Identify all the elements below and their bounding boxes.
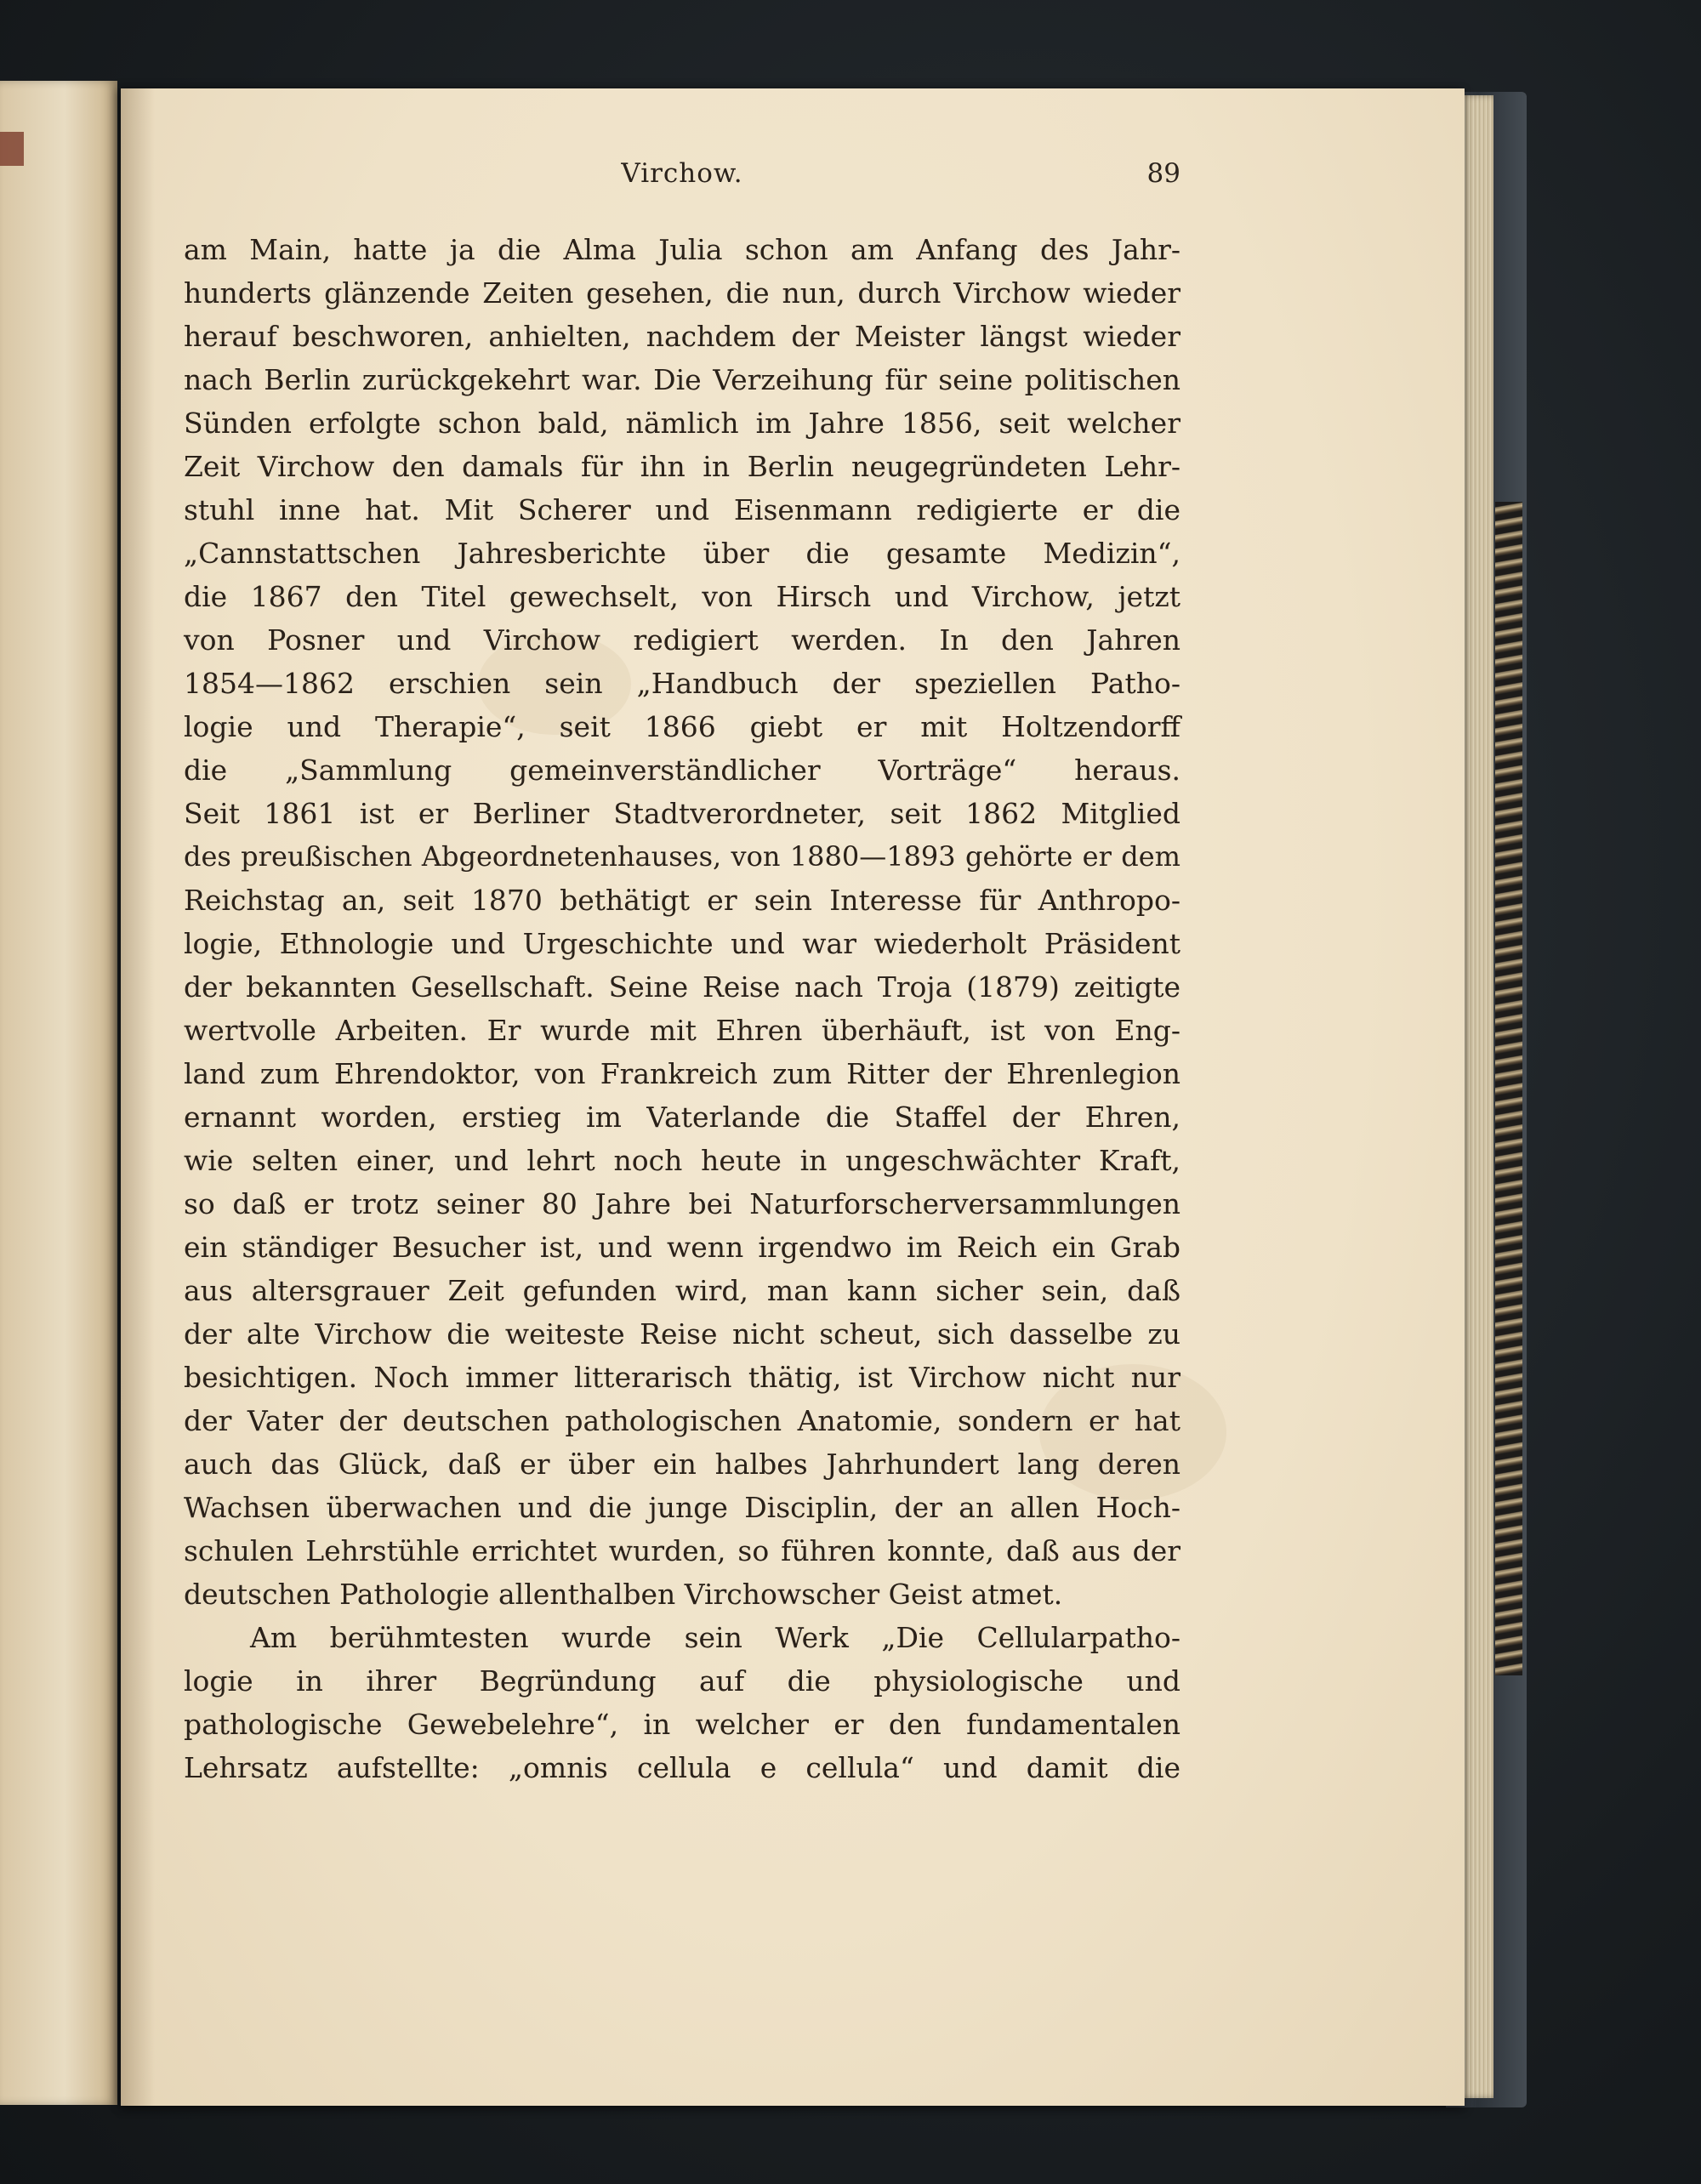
binding-mark: [0, 132, 24, 166]
text-line: land zum Ehrendoktor, von Frankreich zum Ritter der Ehrenlegion: [184, 1057, 1180, 1090]
text-line: Seit 1861 ist er Berliner Stadtverordneter, seit 1862 Mitglied: [184, 797, 1180, 830]
text-line: der Vater der deutschen pathologischen Anatomie, sondern er hat: [184, 1404, 1180, 1437]
text-line: Lehrsatz aufstellte: „omnis cellula e cellula“ und damit die: [184, 1751, 1180, 1784]
facing-page-edge: [0, 81, 117, 2105]
text-line: 1854—1862 erschien sein „Handbuch der speziellen Patho-: [184, 667, 1180, 700]
text-line: logie, Ethnologie und Urgeschichte und war wiederholt Präsident: [184, 927, 1180, 960]
marbled-edge: [1495, 502, 1522, 1675]
text-line: wie selten einer, und lehrt noch heute in ungeschwächter Kraft,: [184, 1144, 1180, 1177]
text-line: aus altersgrauer Zeit gefunden wird, man kann sicher sein, daß: [184, 1274, 1180, 1307]
text-line: Reichstag an, seit 1870 bethätigt er sein Interesse für Anthropo-: [184, 884, 1180, 917]
text-line: so daß er trotz seiner 80 Jahre bei Naturforscherversammlungen: [184, 1187, 1180, 1220]
text-line: der bekannten Gesellschaft. Seine Reise nach Troja (1879) zeitigte: [184, 970, 1180, 1004]
text-line: die „Sammlung gemeinverständlicher Vorträge“ heraus.: [184, 754, 1180, 787]
text-line: ernannt worden, erstieg im Vaterlande die Staffel der Ehren,: [184, 1101, 1180, 1134]
text-line: herauf beschworen, anhielten, nachdem der Meister längst wieder: [184, 320, 1180, 353]
text-line: logie und Therapie“, seit 1866 giebt er mit Holtzendorff: [184, 710, 1180, 743]
text-line: „Cannstattschen Jahresberichte über die gesamte Medizin“,: [184, 537, 1180, 570]
text-line: logie in ihrer Begründung auf die physiologische und: [184, 1664, 1180, 1698]
text-line: Sünden erfolgte schon bald, nämlich im Jahre 1856, seit welcher: [184, 407, 1180, 440]
text-line: pathologische Gewebelehre“, in welcher er den fundamentalen: [184, 1708, 1180, 1741]
text-line: Wachsen überwachen und die junge Disciplin, der an allen Hoch-: [184, 1491, 1180, 1524]
gutter-shadow: [121, 88, 155, 2106]
text-line: stuhl inne hat. Mit Scherer und Eisenmann redigierte er die: [184, 493, 1180, 526]
text-line: von Posner und Virchow redigiert werden. In den Jahren: [184, 623, 1180, 657]
text-line: wertvolle Arbeiten. Er wurde mit Ehren überhäuft, ist von Eng-: [184, 1014, 1180, 1047]
page-number: 89: [1146, 158, 1180, 189]
running-head: [184, 158, 1180, 201]
text-line: am Main, hatte ja die Alma Julia schon am Anfang des Jahr-: [184, 233, 1180, 266]
text-line: Zeit Virchow den damals für ihn in Berlin neugegründeten Lehr-: [184, 450, 1180, 483]
text-line: des preußischen Abgeordnetenhauses, von 1880—1893 gehörte er dem: [184, 840, 1180, 873]
text-line: besichtigen. Noch immer litterarisch thätig, ist Virchow nicht nur: [184, 1361, 1180, 1394]
body-text: [184, 228, 1180, 1789]
text-line: schulen Lehrstühle errichtet wurden, so führen konnte, daß aus der: [184, 1534, 1180, 1567]
page-edges: [1459, 95, 1493, 2098]
running-head-title: Virchow.: [621, 158, 743, 189]
text-line: hunderts glänzende Zeiten gesehen, die nun, durch Virchow wieder: [184, 276, 1180, 310]
text-line: deutschen Pathologie allenthalben Virchowscher Geist atmet.: [184, 1578, 1063, 1611]
text-line: die 1867 den Titel gewechselt, von Hirsch und Virchow, jetzt: [184, 580, 1180, 613]
text-line: Am berühmtesten wurde sein Werk „Die Cellularpatho-: [250, 1621, 1180, 1654]
text-line: auch das Glück, daß er über ein halbes Jahrhundert lang deren: [184, 1447, 1180, 1481]
paragraph: [184, 228, 1180, 1616]
paragraph: [184, 1616, 1180, 1789]
text-line: ein ständiger Besucher ist, und wenn irgendwo im Reich ein Grab: [184, 1231, 1180, 1264]
text-line: nach Berlin zurückgekehrt war. Die Verzeihung für seine politischen: [184, 363, 1180, 396]
text-line: der alte Virchow die weiteste Reise nicht scheut, sich dasselbe zu: [184, 1317, 1180, 1351]
